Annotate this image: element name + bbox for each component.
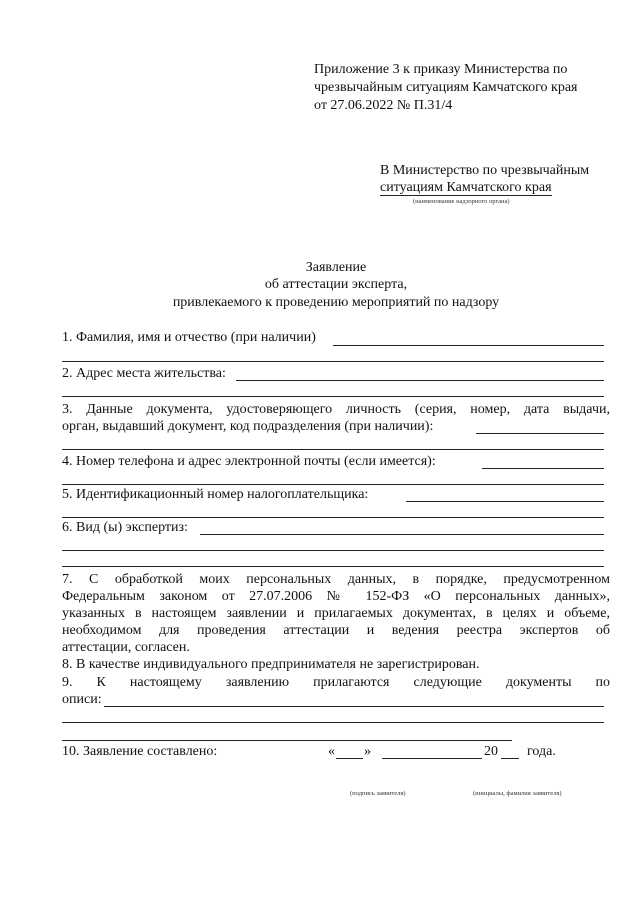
item-5-field[interactable]	[406, 501, 604, 502]
appendix-line-1: Приложение 3 к приказу Министерства по	[314, 62, 568, 77]
item-7-line-3: указанных в настоящем заявлении и прилагаемых документах, в целях и объеме,	[62, 606, 610, 621]
item-5-field-2[interactable]	[62, 517, 604, 518]
item-3-line-2: орган, выдавший документ, код подразделения (при наличии):	[62, 419, 434, 434]
item-2-field[interactable]	[236, 380, 604, 381]
item-4-label: 4. Номер телефона и адрес электронной почты (если имеется):	[62, 454, 436, 469]
item-6-label: 6. Вид (ы) экспертиз:	[62, 520, 188, 535]
item-1-field-2[interactable]	[62, 361, 604, 362]
item-6-field-3[interactable]	[62, 566, 604, 567]
item-5-label: 5. Идентификационный номер налогоплательщика:	[62, 487, 369, 502]
addressee-agency: ситуациям Камчатского края	[380, 180, 552, 195]
date-open-quote: «	[328, 744, 335, 759]
item-3-field-2[interactable]	[62, 449, 604, 450]
item-4-field[interactable]	[482, 468, 604, 469]
date-month-field[interactable]	[382, 758, 482, 759]
item-6-field[interactable]	[200, 534, 604, 535]
appendix-line-3: от 27.06.2022 № П.31/4	[314, 98, 453, 113]
title-line-1: Заявление	[305, 260, 367, 275]
title-line-2: об аттестации эксперта,	[264, 277, 408, 292]
item-6-field-2[interactable]	[62, 550, 604, 551]
item-9-field-2[interactable]	[62, 722, 604, 723]
item-4-field-2[interactable]	[62, 484, 604, 485]
year-suffix: года.	[527, 744, 556, 759]
item-7-line-5: аттестации, согласен.	[62, 640, 190, 655]
item-3-line-1: 3. Данные документа, удостоверяющего личность (серия, номер, дата выдачи,	[62, 402, 610, 417]
addressee-caption: (наименование надзорного органа)	[413, 198, 510, 205]
title-line-3: привлекаемого к проведению мероприятий по надзору	[172, 295, 500, 310]
name-caption: (инициалы, фамилия заявителя)	[473, 790, 562, 797]
item-2-field-2[interactable]	[62, 396, 604, 397]
item-7-line-1: 7. С обработкой моих персональных данных, в порядке, предусмотренном	[62, 572, 610, 587]
year-prefix: 20	[484, 744, 498, 759]
item-9-field-3[interactable]	[62, 740, 512, 741]
item-1-label: 1. Фамилия, имя и отчество (при наличии)	[62, 330, 316, 345]
addressee-line-2	[380, 180, 552, 196]
item-7-line-4: необходимом для проведения аттестации и ведения реестра экспертов об	[62, 623, 610, 638]
signature-caption: (подпись заявителя)	[350, 790, 406, 797]
appendix-line-2: чрезвычайным ситуациям Камчатского края	[314, 80, 578, 95]
date-close-quote: »	[364, 744, 371, 759]
date-year-field[interactable]	[501, 758, 519, 759]
addressee-line-1: В Министерство по чрезвычайным	[380, 163, 590, 178]
item-2-label: 2. Адрес места жительства:	[62, 366, 226, 381]
item-9-field[interactable]	[104, 706, 604, 707]
item-3-field[interactable]	[476, 433, 604, 434]
item-9-line-1: 9. К настоящему заявлению прилагаются следующие документы по	[62, 675, 610, 690]
item-10-label: 10. Заявление составлено:	[62, 744, 218, 759]
date-day-field[interactable]	[336, 758, 363, 759]
item-8-label: 8. В качестве индивидуального предпринимателя не зарегистрирован.	[62, 657, 480, 672]
item-1-field[interactable]	[333, 345, 604, 346]
item-7-line-2: Федеральным законом от 27.07.2006 № 152-ФЗ «О персональных данных»,	[62, 589, 610, 604]
item-9-line-2: описи:	[62, 692, 102, 707]
